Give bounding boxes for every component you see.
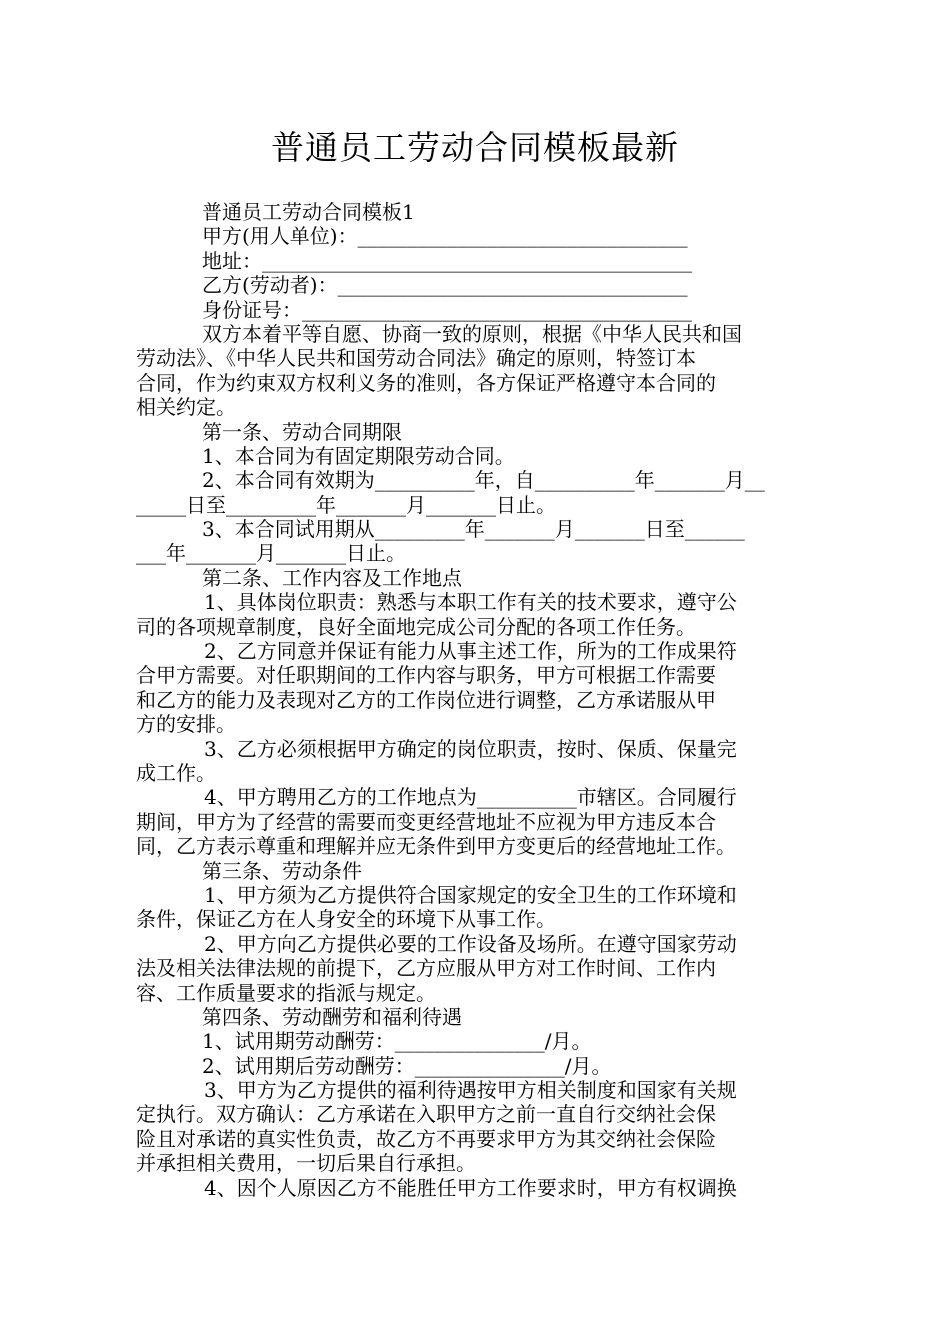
body-line: ___年_______月_______日止。 [136,541,406,566]
body-line: 4、因个人原因乙方不能胜任甲方工作要求时，甲方有权调换 [204,1175,737,1200]
body-line: 定执行。双方确认：乙方承诺在入职甲方之前一直自行交纳社会保 [136,1102,716,1127]
body-line: 普通员工劳动合同模板1 [202,200,415,224]
body-line: 3、本合同试用期从_________年_______月_______日至______ [202,517,745,542]
body-line: 3、甲方为乙方提供的福利待遇按甲方相关制度和国家有关规 [204,1078,737,1103]
body-line: 并承担相关费用，一切后果自行承担。 [136,1151,476,1176]
document-title: 普通员工劳动合同模板最新 [271,128,679,167]
body-line: 合同，作为约束双方权利义务的准则，各方保证严格遵守本合同的 [136,370,716,395]
body-line: 4、甲方聘用乙方的工作地点为__________市辖区。合同履行 [204,785,737,810]
body-line: 1、具体岗位职责：熟悉与本职工作有关的技术要求，遵守公 [204,590,737,615]
body-line: 劳动法》、《中华人民共和国劳动合同法》确定的原则，特签订本 [136,346,696,371]
body-line: 2、本合同有效期为__________年，自__________年_______月__ [202,468,765,493]
body-line: 1、试用期劳动酬劳：_______________/月。 [202,1029,592,1054]
body-line: 和乙方的能力及表现对乙方的工作岗位进行调整，乙方承诺服从甲 [136,687,716,712]
body-line: 合甲方需要。对任职期间的工作内容与职务，甲方可根据工作需要 [136,663,716,688]
body-line: 2、甲方向乙方提供必要的工作设备及场所。在遵守国家劳动 [204,931,737,956]
body-line: 3、乙方必须根据甲方确定的岗位职责，按时、保质、保量完 [204,736,737,761]
body-line: 身份证号：_______________________________________ [202,297,692,322]
body-line: 法及相关法律法规的前提下，乙方应服从甲方对工作时间、工作内 [136,956,716,981]
body-line: 甲方(用人单位)：_________________________________ [202,224,688,249]
body-line: 第一条、劳动合同期限 [202,419,402,444]
body-line: 2、试用期后劳动酬劳：_______________/月。 [202,1053,612,1078]
body-line: 司的各项规章制度，良好全面地完成公司分配的各项工作任务。 [136,614,696,639]
body-line: 同，乙方表示尊重和理解并应无条件到甲方变更后的经营地址工作。 [136,834,736,859]
body-line: 相关约定。 [136,395,236,420]
body-line: 1、本合同为有固定期限劳动合同。 [202,443,515,468]
body-line: 险且对承诺的真实性负责，故乙方不再要求甲方为其交纳社会保险 [136,1126,716,1151]
body-line: 第四条、劳动酬劳和福利待遇 [202,1004,462,1029]
body-line: 1、甲方须为乙方提供符合国家规定的安全卫生的工作环境和 [204,882,737,907]
body-line: 容、工作质量要求的指派与规定。 [136,980,436,1005]
body-line: 地址：___________________________________________ [202,248,692,273]
body-line: 第二条、工作内容及工作地点 [202,565,462,590]
body-line: 第三条、劳动条件 [202,858,362,883]
body-line: 期间，甲方为了经营的需要而变更经营地址不应视为甲方违反本合 [136,809,716,834]
body-line: 2、乙方同意并保证有能力从事主述工作，所为的工作成果符 [204,639,737,664]
body-line: 方的安排。 [136,712,236,737]
body-line: 乙方(劳动者)：___________________________________ [202,273,688,298]
document-body [136,200,812,1200]
body-line: 条件，保证乙方在人身安全的环境下从事工作。 [136,907,556,932]
body-line: _____日至_________年_______月_______日止。 [136,492,556,517]
body-line: 双方本着平等自愿、协商一致的原则，根据《中华人民共和国 [202,321,742,346]
body-line: 成工作。 [136,760,216,785]
